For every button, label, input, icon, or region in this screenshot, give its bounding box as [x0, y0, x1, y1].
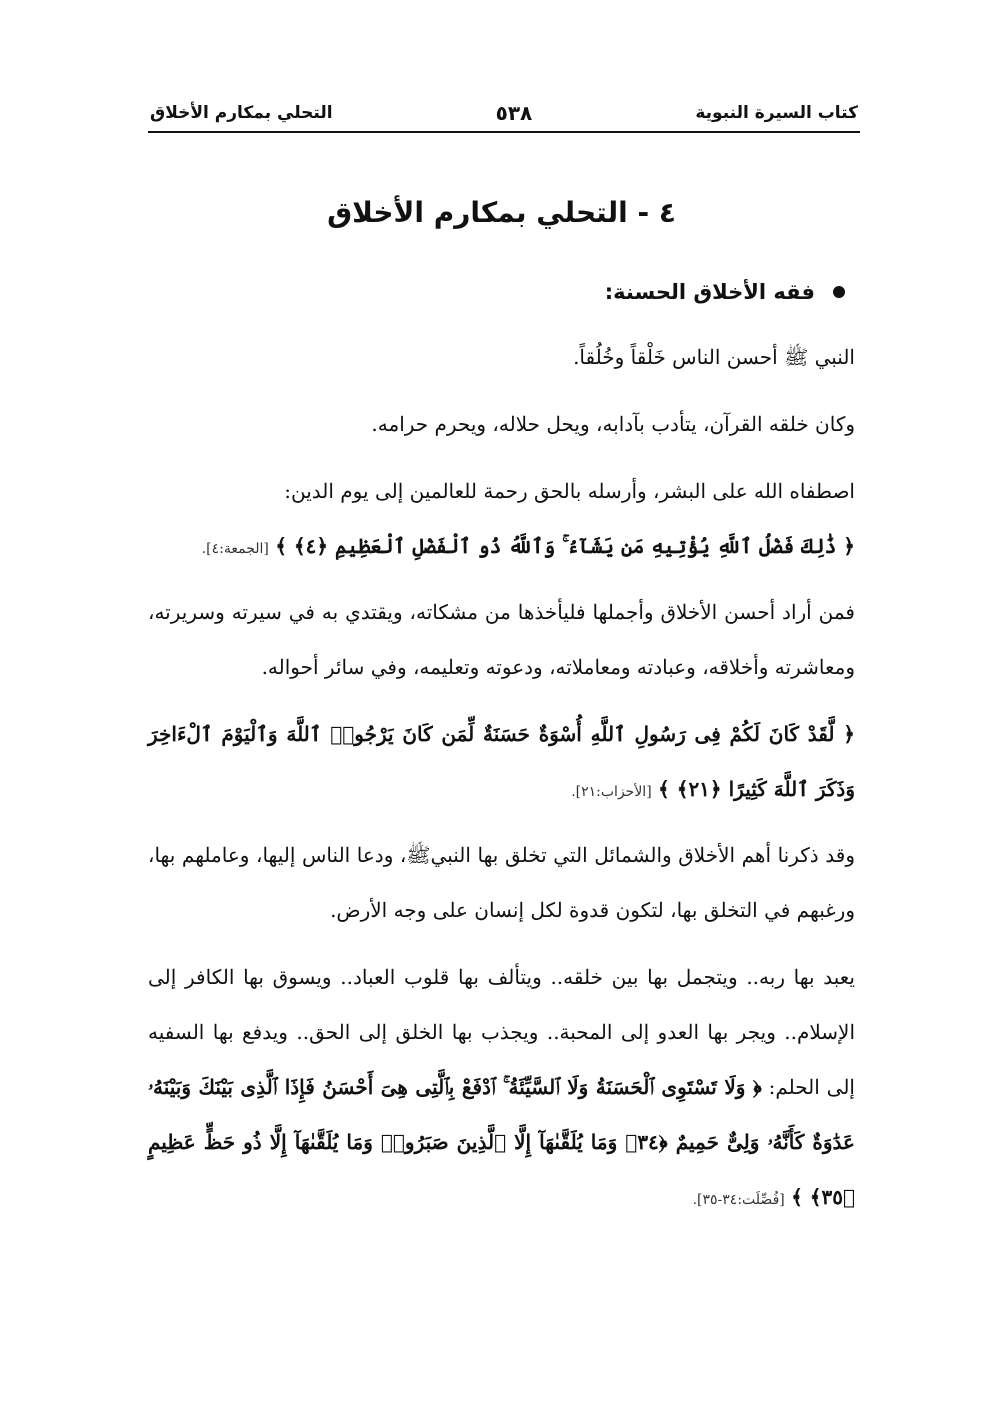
- quran-verse: ﴿ ذَٰلِكَ فَضْلُ ٱللَّهِ يُؤْتِيهِ مَن يَشَآءُ ۚ وَٱللَّهُ ذُو ٱلْفَضْلِ ٱلْعَظِيمِ ﴿٤﴾ ﴾: [275, 534, 855, 558]
- chapter-title: ٤ - التحلي بمكارم الأخلاق: [327, 196, 676, 229]
- header-chapter-title: التحلي بمكارم الأخلاق: [150, 103, 333, 123]
- verse-reference: [فُصِّلَت:٣٤-٣٥].: [692, 1192, 785, 1208]
- page-number: ٥٣٨: [495, 101, 533, 125]
- section-heading: [148, 280, 855, 304]
- quran-verse: ﴿ وَلَا تَسْتَوِى ٱلْحَسَنَةُ وَلَا ٱلسَّيِّئَةُ ۚ ٱدْفَعْ بِٱلَّتِى هِىَ أَحْسَنُ فَإِذَا ٱلَّذِى بَيْنَكَ وَبَيْنَهُۥ عَدَٰوَةٌ كَأَنَّهُۥ وَلِىٌّ حَمِيمٌ ﴿٣٤﴾ وَمَا يُلَقَّىٰهَآ إِلَّا ٱلَّذِينَ صَبَرُوا۟ وَمَا يُلَقَّىٰهَآ إِلَّا ذُو حَظٍّ عَظِيمٍ ﴿٣٥﴾ ﴾: [148, 1075, 855, 1209]
- paragraph-text: يعبد بها ربه.. ويتجمل بها بين خلقه.. ويتألف بها قلوب العباد.. ويسوق بها الكافر إلى الإسلام.. ويجر بها العدو إلى المحبة.. ويجذب بها الخلق إلى الحق.. ويدفع بها السفيه إلى الحلم:: [148, 965, 855, 1099]
- verse-reference: [الجمعة:٤].: [201, 541, 269, 557]
- paragraph: [148, 950, 855, 1228]
- bullet-icon: [833, 286, 845, 298]
- verse-reference: [الأحزاب:٢١].: [571, 784, 652, 800]
- header-book-title: كتاب السيرة النبوية: [695, 103, 858, 123]
- paragraph-text: اصطفاه الله على البشر، وأرسله بالحق رحمة للعالمين إلى يوم الدين:: [284, 479, 855, 503]
- paragraph: فمن أراد أحسن الأخلاق وأجملها فليأخذها من مشكاته، ويقتدي به في سيرته وسريرته، ومعاشرته وأخلاقه، وعبادته ومعاملاته، ودعوته وتعليمه، وفي سائر أحواله.: [148, 600, 855, 679]
- running-header: [150, 96, 858, 130]
- body-text: [148, 280, 855, 1240]
- section-heading-text: فقه الأخلاق الحسنة:: [604, 280, 815, 304]
- paragraph: [148, 707, 855, 820]
- paragraph: [148, 464, 855, 577]
- header-rule: [148, 131, 860, 133]
- paragraph: النبي ﷺ أحسن الناس خَلْقاً وخُلُقاً.: [573, 345, 855, 369]
- paragraph: وقد ذكرنا أهم الأخلاق والشمائل التي تخلق بها النبيﷺ، ودعا الناس إليها، وعاملهم بها، ورغبهم في التخلق بها، لتكون قدوة لكل إنسان على وجه الأرض.: [148, 843, 855, 922]
- paragraph: وكان خلقه القرآن، يتأدب بآدابه، ويحل حلاله، ويحرم حرامه.: [371, 412, 855, 436]
- quran-verse: ﴿ لَّقَدْ كَانَ لَكُمْ فِى رَسُولِ ٱللَّهِ أُسْوَةٌ حَسَنَةٌ لِّمَن كَانَ يَرْجُوا۟ ٱللَّهَ وَٱلْيَوْمَ ٱلْءَاخِرَ وَذَكَرَ ٱللَّهَ كَثِيرًا ﴿٢١﴾ ﴾: [148, 722, 855, 801]
